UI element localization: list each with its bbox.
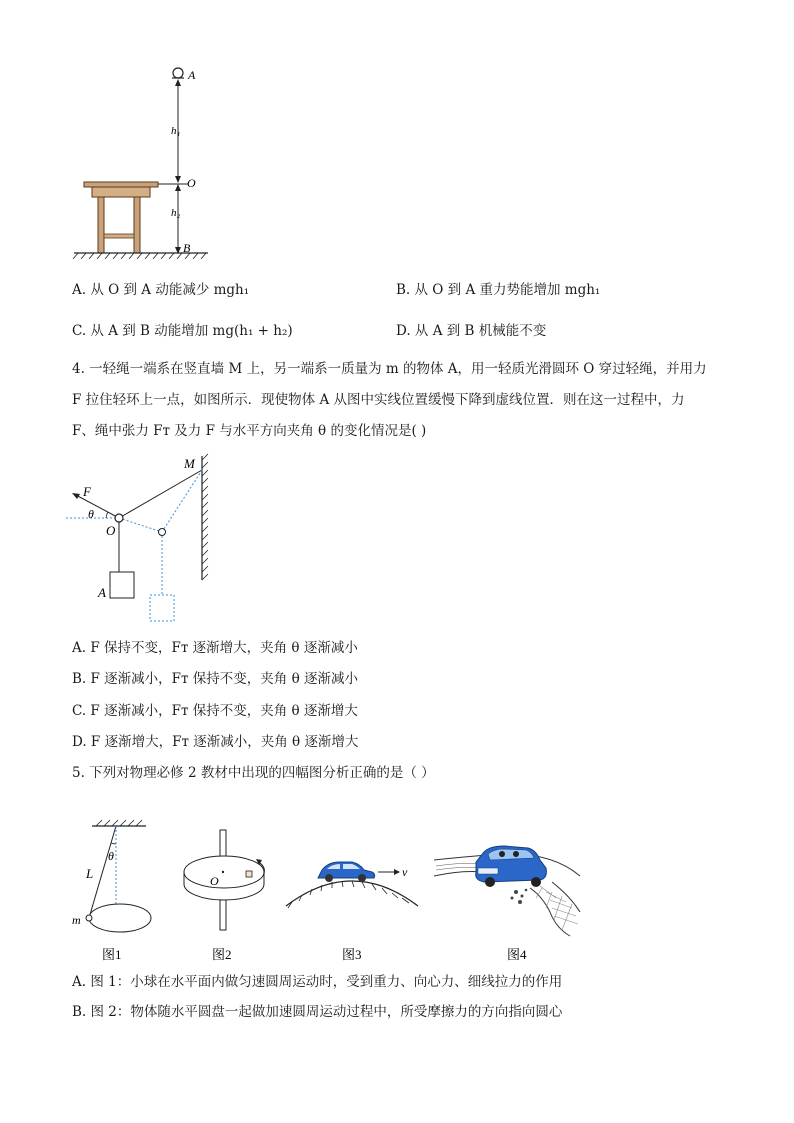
q5-stem: 5. 下列对物理必修 2 教材中出现的四幅图分析正确的是（ ） — [72, 765, 435, 781]
rope-ring-figure — [62, 452, 222, 630]
ball-a — [173, 68, 183, 78]
table-top — [84, 182, 158, 187]
q4-option-d[interactable]: D. F 逐渐增大，Fᴛ 逐渐减小，夹角 θ 逐渐增大 — [72, 734, 359, 750]
q4-stem-line-2: F 拉住轻环上一点，如图所示．现使物体 A 从图中实线位置缓慢下降到虚线位置．则在这一过程中，力 — [72, 392, 685, 408]
figure-3-car-on-arch — [282, 848, 422, 964]
label-theta: θ — [108, 849, 114, 863]
caption-fig1: 图1 — [102, 947, 122, 962]
q4-stem-line-3: F、绳中张力 Fᴛ 及力 F 与水平方向夹角 θ 的变化情况是( ) — [72, 423, 427, 439]
blue-car — [318, 862, 375, 882]
q4-option-a[interactable]: A. F 保持不变，Fᴛ 逐渐增大，夹角 θ 逐渐减小 — [72, 640, 358, 656]
q3-option-d[interactable]: D. 从 A 到 B 机械能不变 — [396, 323, 547, 339]
caption-fig4: 图4 — [507, 947, 527, 962]
label-l: L — [86, 866, 94, 881]
label-o: O — [187, 176, 196, 190]
block-a — [110, 572, 134, 598]
table-leg — [98, 197, 104, 253]
label-a: A — [98, 585, 106, 600]
label-m: M — [184, 456, 195, 471]
label-f: F — [83, 484, 91, 499]
ring-dashed — [159, 529, 166, 536]
q3-option-a[interactable]: A. 从 O 到 A 动能减少 mgh₁ — [72, 282, 250, 298]
table-height-figure — [70, 60, 230, 260]
q4-stem-line-1: 4. 一轻绳一端系在竖直墙 M 上，另一端系一质量为 m 的物体 A，用一轻质光滑圆环 O 穿过轻绳，并用力 — [72, 361, 707, 377]
figure-1-conical-pendulum — [72, 812, 162, 964]
arch-road — [286, 881, 418, 906]
label-a: A — [188, 68, 196, 82]
label-m: m — [72, 913, 81, 927]
figure-2-rotating-disk — [176, 826, 272, 964]
block-dashed — [150, 595, 174, 621]
small-object — [246, 871, 252, 877]
label-o: O — [106, 523, 116, 538]
label-h2: h₂ — [171, 207, 181, 219]
label-o: O — [210, 874, 219, 888]
orbit-ellipse — [89, 904, 151, 932]
q5-option-b[interactable]: B. 图 2：物体随水平圆盘一起做加速圆周运动过程中，所受摩擦力的方向指向圆心 — [72, 1004, 563, 1020]
table-leg — [134, 197, 140, 253]
q4-option-b[interactable]: B. F 逐渐减小，Fᴛ 保持不变，夹角 θ 逐渐减小 — [72, 671, 358, 687]
label-v: v — [402, 865, 408, 879]
q5-option-a[interactable]: A. 图 1：小球在水平面内做匀速圆周运动时，受到重力、向心力、细线拉力的作用 — [72, 974, 563, 990]
label-h1: h₁ — [171, 125, 181, 137]
label-theta: θ — [88, 507, 94, 521]
figure-4-car-on-curve — [432, 832, 584, 964]
caption-fig3: 图3 — [342, 947, 362, 962]
blue-car-4 — [476, 846, 547, 887]
q4-option-c[interactable]: C. F 逐渐减小，Fᴛ 保持不变，夹角 θ 逐渐增大 — [72, 703, 358, 719]
caption-fig2: 图2 — [212, 947, 232, 962]
q3-option-c[interactable]: C. 从 A 到 B 动能增加 mg(h₁ + h₂) — [72, 323, 293, 339]
ring-o — [115, 514, 123, 522]
label-b: B — [183, 241, 191, 255]
ball-m — [86, 915, 92, 921]
q3-option-b[interactable]: B. 从 O 到 A 重力势能增加 mgh₁ — [396, 282, 601, 298]
